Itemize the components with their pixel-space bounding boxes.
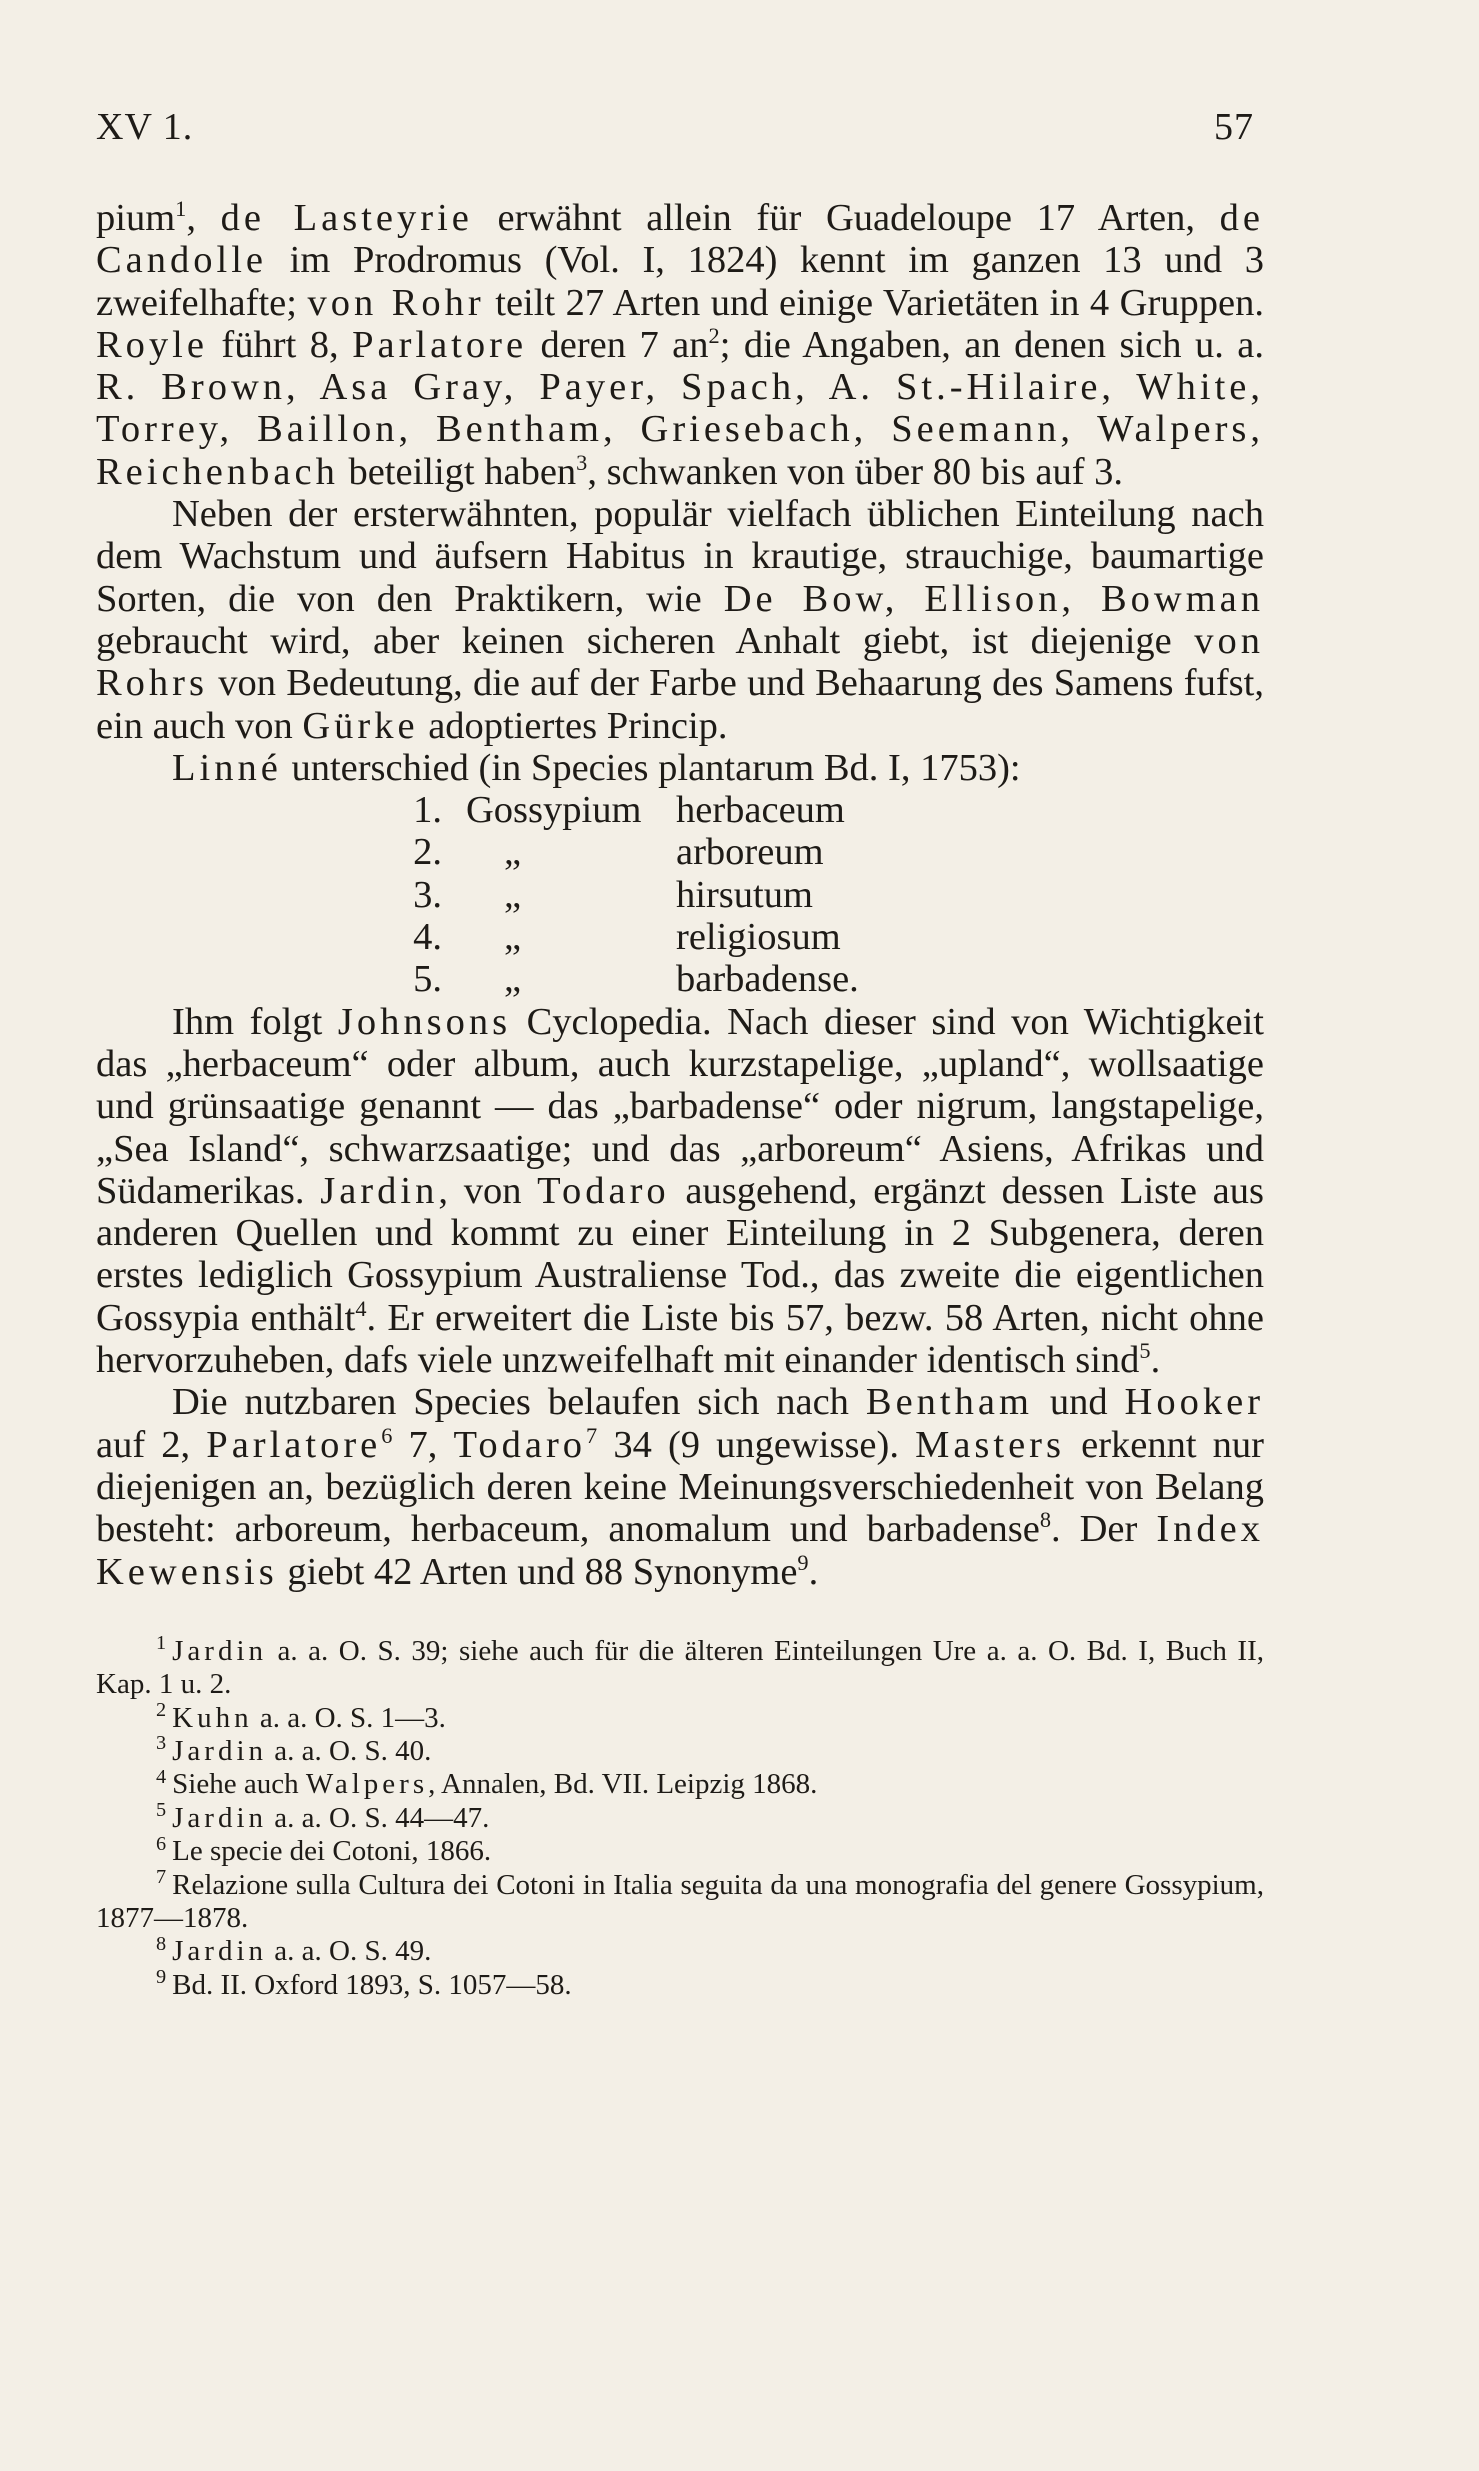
footnote (96, 1732, 1264, 1768)
text-run: von Bedeutung, die auf der Farbe und Behaarung des Samens fufst, ein auch von (96, 662, 1264, 747)
text-run: Ihm folgt (172, 1000, 338, 1043)
text-run: Le specie dei Cotoni, 1866. (172, 1835, 492, 1868)
footnote-ref: 8 (1039, 1507, 1051, 1533)
species-epithet: barbadense. (676, 958, 859, 1001)
footnote-mark: 2 (156, 1698, 167, 1721)
spaced-name: Jardin (172, 1935, 268, 1968)
text-run: teilt 27 Arten und einige Varietäten in 4 Gruppen. (484, 281, 1265, 324)
text-run: adoptiertes Princip. (418, 704, 728, 747)
spaced-name: Bentham (865, 1381, 1033, 1424)
spaced-name: Index Kewensis (96, 1508, 1264, 1593)
species-number: 2. (413, 831, 442, 874)
spaced-name: Parlatore (206, 1423, 382, 1466)
spaced-name: Kuhn (172, 1701, 253, 1734)
footnote-ref: 2 (708, 323, 720, 349)
paragraph (96, 747, 1264, 789)
spaced-name: De Bow, Ellison, Bowman (723, 577, 1265, 620)
text-run: 34 (9 ungewisse). (597, 1423, 916, 1466)
text-run: giebt 42 Arten und 88 Synonyme (277, 1550, 798, 1593)
text-run: auf 2, (96, 1423, 207, 1466)
text-run: und (1032, 1381, 1125, 1424)
spaced-name: Royle (96, 323, 208, 366)
text-run: . (808, 1550, 819, 1593)
paragraph (96, 493, 1264, 747)
footnote-mark: 7 (156, 1865, 167, 1888)
text-run: beteiligt haben (338, 450, 577, 493)
text-run: a. a. O. S. 40. (267, 1735, 432, 1768)
text-run: . (1150, 1339, 1161, 1382)
footnote (96, 1799, 1264, 1835)
species-item (96, 916, 1264, 958)
text-run: erkennt nur diejenigen an, bezüglich deren keine Meinungsverschiedenheit von Belang besteht: arboreum, herbaceum, anomalum und barbadense (96, 1423, 1264, 1551)
text-run: , Annalen, Bd. VII. Leipzig 1868. (428, 1768, 818, 1801)
footnote-mark: 3 (156, 1732, 167, 1755)
text-run: a. a. O. S. 1—3. (252, 1701, 446, 1734)
text-run: Bd. II. Oxford 1893, S. 1057—58. (172, 1968, 572, 2001)
spaced-name: de Lasteyrie (220, 197, 473, 239)
text-run: im Prodromus (Vol. I, 1824) kennt im ganzen 13 und 3 zweifelhafte; (96, 239, 1264, 324)
spaced-name: Linné (172, 746, 282, 789)
spaced-name: Masters (915, 1423, 1065, 1466)
paragraph (96, 1381, 1264, 1592)
species-number: 4. (413, 916, 442, 959)
species-list (96, 789, 1264, 1000)
ditto-mark: „ (504, 873, 522, 916)
spaced-name: Johnsons (337, 1000, 512, 1043)
text-run: ausgehend, ergänzt dessen Liste aus anderen Quellen und kommt zu einer Einteilung in 2 Subgenera, deren erstes lediglich Gossypium Australiense Tod., das zweite die eigentlichen Gossypia enthält (96, 1169, 1264, 1339)
spaced-name: Todaro (453, 1423, 587, 1466)
footnote-mark: 6 (156, 1832, 167, 1855)
spaced-name: Jardin (172, 1735, 268, 1768)
footnote-mark: 8 (156, 1932, 167, 1955)
species-epithet: religiosum (676, 916, 841, 959)
spaced-name: Gürke (302, 704, 419, 747)
ditto-mark: „ (504, 831, 522, 874)
text-run: a. a. O. S. 49. (267, 1935, 432, 1968)
footnote-ref: 4 (355, 1295, 367, 1321)
ditto-mark: „ (504, 916, 522, 959)
text-run: . Der (1050, 1508, 1157, 1551)
footnote-mark: 1 (156, 1632, 167, 1655)
text-run: Siehe auch (172, 1768, 306, 1801)
text-run: , schwanken von über 80 bis auf 3. (587, 450, 1124, 493)
text-run: deren 7 an (527, 323, 709, 366)
species-genus: Gossypium (466, 789, 642, 832)
footnote (96, 1865, 1264, 1936)
text-run: gebraucht wird, aber keinen sicheren Anhalt giebt, ist diejenige (96, 619, 1195, 662)
footnote-ref: 6 (381, 1422, 393, 1448)
species-epithet: herbaceum (676, 789, 845, 832)
text-run: Neben der ersterwähnten, populär vielfach üblichen Einteilung nach dem Wachstum und äufsern Habitus in krautige, strauchige, baumartige Sorten, die von den Praktikern, wie (96, 493, 1264, 620)
footnote-ref: 3 (576, 449, 588, 475)
paragraph (96, 1001, 1264, 1382)
footnote-ref: 1 (175, 196, 187, 222)
paragraph (96, 197, 1264, 493)
species-number: 1. (413, 789, 442, 832)
footnote-mark: 9 (156, 1966, 167, 1989)
text-run: Cyclopedia. Nach dieser sind von Wichtigkeit das „herbaceum“ oder album, auch kurzstapelige, „upland“, wollsaatige und grünsaatige genannt — das „barbadense“ oder nigrum, langstapelige, „Sea Island“, schwarzsaatige; und das „arboreum“ Asiens, Afrikas und Südamerikas. (96, 1000, 1264, 1212)
species-epithet: arboreum (676, 831, 824, 874)
page-number: 57 (1214, 106, 1254, 148)
text-run: führt 8, (207, 323, 353, 366)
body-text (96, 197, 1264, 1593)
text-run: pium (96, 197, 176, 239)
spaced-name: Jardin (172, 1801, 268, 1834)
footnote (96, 1698, 1264, 1735)
species-item (96, 831, 1264, 873)
footnote (96, 1765, 1264, 1801)
text-run: ; die Angaben, an denen sich u. a. (719, 323, 1264, 366)
ditto-mark: „ (504, 958, 522, 1001)
running-header (96, 105, 1254, 149)
spaced-name: Jardin (172, 1634, 268, 1667)
spaced-name: von Rohrs (96, 619, 1264, 705)
spaced-name: Todaro (537, 1169, 670, 1212)
spaced-name: Hooker (1124, 1381, 1265, 1424)
text-run: Relazione sulla Cultura dei Cotoni in Italia seguita da una monografia del genere Gossypium, 1877—1878. (96, 1868, 1264, 1935)
species-item (96, 958, 1264, 1000)
species-epithet: hirsutum (676, 873, 813, 916)
footnote-mark: 5 (156, 1799, 167, 1822)
spaced-name: de Candolle (96, 197, 1264, 282)
text-run: , von (438, 1169, 538, 1212)
spaced-name: R. Brown, Asa Gray, Payer, Spach, A. St.-Hilaire, White, Torrey, Baillon, Bentham, Griesebach, Seemann, Walpers, Reichenbach (96, 366, 1264, 493)
text-run: erwähnt allein für Guadeloupe 17 Arten, (472, 197, 1220, 239)
footnote-ref: 7 (586, 1422, 598, 1448)
spaced-name: Jardin (320, 1169, 439, 1212)
section-number: XV 1. (96, 106, 194, 148)
text-run: unterschied (in Species plantarum Bd. I, 1753): (281, 746, 1021, 789)
species-number: 5. (413, 958, 442, 1001)
footnote-ref: 5 (1139, 1338, 1151, 1364)
text-run: , (186, 197, 221, 239)
footnote (96, 1832, 1264, 1868)
footnote (96, 1632, 1264, 1702)
text-run: . Er erweitert die Liste bis 57, bezw. 58 Arten, nicht ohne hervorzuheben, dafs viele unzweifelhaft mit einander identisch sind (96, 1296, 1264, 1382)
species-item (96, 874, 1264, 916)
footnotes (96, 1632, 1264, 2002)
species-number: 3. (413, 873, 442, 916)
spaced-name: von Rohr (307, 281, 485, 324)
spaced-name: Parlatore (352, 323, 528, 366)
footnote-ref: 9 (797, 1549, 809, 1575)
spaced-name: Walpers (305, 1768, 429, 1801)
species-item (96, 789, 1264, 831)
footnote (96, 1966, 1264, 2002)
text-run: 7, (392, 1423, 454, 1466)
footnote (96, 1932, 1264, 1968)
text-run: a. a. O. S. 44—47. (267, 1801, 490, 1834)
text-run: Die nutzbaren Species belaufen sich nach (172, 1381, 866, 1424)
footnote-mark: 4 (156, 1765, 167, 1788)
text-run: a. a. O. S. 39; siehe auch für die älteren Einteilungen Ure a. a. O. Bd. I, Buch II, Kap. 1 u. 2. (96, 1634, 1264, 1701)
